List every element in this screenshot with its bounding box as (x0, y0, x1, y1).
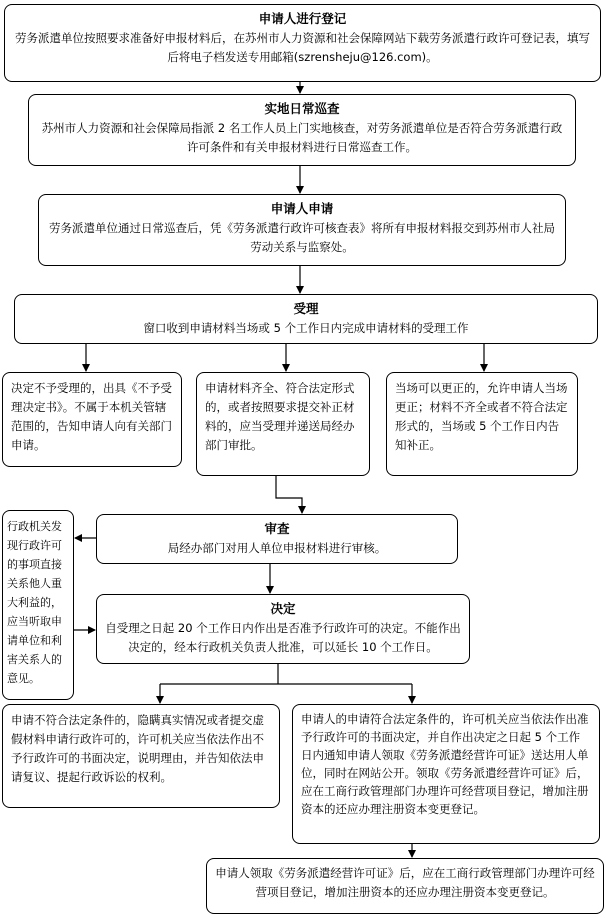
branch-reject-box (2, 372, 182, 467)
step-apply-text: 劳务派遣单位通过日常巡查后，凭《劳务派遣行政许可核查表》将所有申报材料报交到苏州市人社局劳动关系与监察处。 (49, 221, 555, 254)
step-grant-text: 申请人的申请符合法定条件的，许可机关应当依法作出准予行政许可的书面决定，并自作出决定之日起 5 个工作日内通知申请人领取《劳务派遣经营许可证》送达用人单位，同时在网站公开。领取《劳务派遣经营许可证》后，应在工商行政管理部门办理许可经营项目登记，增加注册资本的还应办理注册资本变更登记。 (301, 712, 589, 816)
side-note-box (2, 510, 74, 700)
step-inspection-title: 实地日常巡查 (264, 101, 340, 116)
step-review-title: 审查 (264, 521, 290, 536)
step-inspection-text: 苏州市人力资源和社会保障局指派 2 名工作人员上门实地核查，对劳务派遣单位是否符合劳务派遣行政许可条件和有关申报材料进行日常巡查工作。 (41, 121, 563, 154)
step-grant-box (292, 704, 600, 844)
branch-accept-text: 申请材料齐全、符合法定形式的，或者按照要求提交补正材料的，应当受理并递送局经办部门审批。 (205, 381, 355, 452)
step-register-box (4, 4, 601, 82)
step-accept-title: 受理 (293, 301, 319, 316)
step-apply-box (38, 194, 566, 266)
step-final-text: 申请人领取《劳务派遣经营许可证》后，应在工商行政管理部门办理许可经营项目登记，增加注册资本的还应办理注册资本变更登记。 (215, 866, 595, 899)
step-accept-text: 窗口收到申请材料当场或 5 个工作日内完成申请材料的受理工作 (143, 321, 469, 335)
step-accept-box (14, 294, 598, 344)
step-register-text: 劳务派遣单位按照要求准备好申报材料后，在苏州市人力资源和社会保障网站下载劳务派遣行政许可登记表，填写后将电子档发送专用邮箱(szrensheju@126.com)。 (15, 31, 590, 64)
step-apply-title: 申请人申请 (270, 201, 334, 216)
branch-accept-box (196, 372, 370, 476)
step-register-title: 申请人进行登记 (258, 11, 347, 26)
side-note-text: 行政机关发现行政许可的事项直接关系他人重大利益的，应当听取申请单位和利害关系人的意见。 (7, 520, 62, 685)
step-deny-text: 申请不符合法定条件的，隐瞒真实情况或者提交虚假材料申请行政许可的，许可机关应当依法作出不予行政许可的书面决定，说明理由，并告知依法申请复议、提起行政诉讼的权利。 (11, 713, 264, 784)
step-decision-text: 自受理之日起 20 个工作日内作出是否准予行政许可的决定。不能作出决定的，经本行政机关负责人批准，可以延长 10 个工作日。 (105, 621, 461, 654)
step-decision-title: 决定 (270, 601, 296, 616)
branch-correct-box (386, 372, 578, 476)
step-final-box (206, 858, 604, 914)
branch-correct-text: 当场可以更正的，允许申请人当场更正；材料不齐全或者不符合法定形式的，当场或 5 个工作日内告知补正。 (395, 381, 568, 452)
step-inspection-box (28, 94, 576, 166)
step-decision-box (96, 594, 470, 664)
arrow-branch-accept-to-review (276, 476, 302, 513)
branch-reject-text: 决定不予受理的，出具《不予受理决定书》。不属于本机关管辖范围的，告知申请人向有关部门申请。 (11, 381, 172, 452)
step-deny-box (2, 704, 280, 808)
step-review-text: 局经办部门对用人单位申报材料进行审核。 (167, 541, 387, 555)
step-review-box (96, 514, 458, 564)
